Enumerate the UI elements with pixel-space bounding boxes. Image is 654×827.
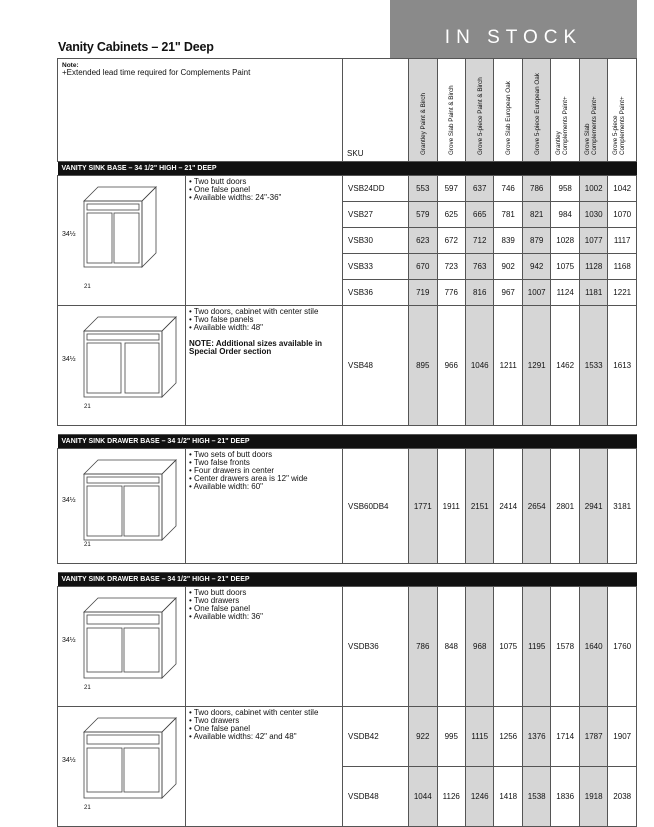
price-cell: 879 xyxy=(522,228,550,254)
price-cell: 2038 xyxy=(608,767,637,827)
price-cell: 1918 xyxy=(579,767,607,827)
price-cell: 712 xyxy=(465,228,493,254)
price-cell: 1007 xyxy=(522,280,550,306)
price-cell: 967 xyxy=(494,280,522,306)
price-cell: 1418 xyxy=(494,767,522,827)
column-header-line1: Grove 5-piece European Oak xyxy=(533,73,541,155)
column-header-line1: Grove 5-piece Paint & Birch xyxy=(476,77,484,155)
price-cell: 839 xyxy=(494,228,522,254)
price-cell: 1613 xyxy=(608,306,637,426)
price-cell: 1578 xyxy=(551,587,579,707)
feature-item: • Two butt doors xyxy=(189,589,339,597)
price-cell: 1836 xyxy=(551,767,579,827)
feature-item: • Two false panels xyxy=(189,316,339,324)
price-cell: 1376 xyxy=(522,707,550,767)
price-cell: 786 xyxy=(522,176,550,202)
price-cell: 1291 xyxy=(522,306,550,426)
column-header-7 xyxy=(608,59,637,162)
price-cell: 995 xyxy=(437,707,465,767)
sku-cell: VSB36 xyxy=(343,280,409,306)
cabinet-illustration-icon xyxy=(62,309,182,423)
price-cell: 786 xyxy=(409,587,437,707)
spacer-cell xyxy=(58,426,637,435)
illustration-cell xyxy=(58,306,186,426)
price-cell: 672 xyxy=(437,228,465,254)
feature-list xyxy=(189,709,339,741)
note-text: +Extended lead time required for Complements Paint xyxy=(62,68,251,77)
feature-item: • Available width: 60" xyxy=(189,483,339,491)
header-row xyxy=(58,59,637,162)
column-header-2 xyxy=(465,59,493,162)
section-title: VANITY SINK BASE – 34 1/2" HIGH – 21" DEEP xyxy=(58,162,637,176)
column-header-line1: Grantley xyxy=(555,131,563,155)
price-cell: 984 xyxy=(551,202,579,228)
price-cell: 1533 xyxy=(579,306,607,426)
feature-list xyxy=(189,451,339,491)
sku-cell: VSDB42 xyxy=(343,707,409,767)
feature-item: • Center drawers area is 12" wide xyxy=(189,475,339,483)
price-cell: 902 xyxy=(494,254,522,280)
sku-cell: VSB48 xyxy=(343,306,409,426)
section-title: VANITY SINK DRAWER BASE – 34 1/2" HIGH – 21" DEEP xyxy=(58,435,637,449)
sku-column-header: SKU xyxy=(343,59,409,162)
price-cell: 1042 xyxy=(608,176,637,202)
price-cell: 1117 xyxy=(608,228,637,254)
price-cell: 821 xyxy=(522,202,550,228)
feature-item: • Two doors, cabinet with center stile xyxy=(189,308,339,316)
price-cell: 1124 xyxy=(551,280,579,306)
feature-item: • Two doors, cabinet with center stile xyxy=(189,709,339,717)
section-title: VANITY SINK DRAWER BASE – 34 1/2" HIGH – 21" DEEP xyxy=(58,573,637,587)
price-cell: 597 xyxy=(437,176,465,202)
price-cell: 1462 xyxy=(551,306,579,426)
price-cell: 1256 xyxy=(494,707,522,767)
price-cell: 579 xyxy=(409,202,437,228)
feature-item: • One false panel xyxy=(189,186,339,194)
height-dimension: 34½ xyxy=(62,757,76,765)
column-header-line1: Grove 5-piece xyxy=(612,115,620,155)
in-stock-banner: IN STOCK xyxy=(390,0,637,58)
price-cell: 1002 xyxy=(579,176,607,202)
price-cell: 1044 xyxy=(409,767,437,827)
column-header-6 xyxy=(579,59,607,162)
column-header-4 xyxy=(522,59,550,162)
section-spacer xyxy=(58,426,637,435)
column-header-3 xyxy=(494,59,522,162)
price-cell: 1771 xyxy=(409,449,437,564)
price-cell: 746 xyxy=(494,176,522,202)
price-cell: 665 xyxy=(465,202,493,228)
height-dimension: 34½ xyxy=(62,230,76,238)
price-cell: 1126 xyxy=(437,767,465,827)
price-cell: 942 xyxy=(522,254,550,280)
depth-dimension: 21 xyxy=(84,404,91,410)
price-cell: 968 xyxy=(465,587,493,707)
illustration-cell xyxy=(58,587,186,707)
price-cell: 2414 xyxy=(494,449,522,564)
feature-item: • Available widths: 42" and 48" xyxy=(189,733,339,741)
description-cell xyxy=(186,707,343,827)
height-dimension: 34½ xyxy=(62,637,76,645)
feature-list xyxy=(189,589,339,621)
column-header-0 xyxy=(409,59,437,162)
sku-cell: VSB30 xyxy=(343,228,409,254)
table-row xyxy=(58,176,637,202)
column-header-line1: Grove Slab European Oak xyxy=(505,81,513,155)
description-cell xyxy=(186,449,343,564)
feature-item: • Available widths: 24"-36" xyxy=(189,194,339,202)
price-cell: 2941 xyxy=(579,449,607,564)
table-row xyxy=(58,587,637,707)
feature-item: • Four drawers in center xyxy=(189,467,339,475)
illustration-cell xyxy=(58,449,186,564)
price-cell: 1221 xyxy=(608,280,637,306)
sku-cell: VSB24DD xyxy=(343,176,409,202)
description-cell xyxy=(186,306,343,426)
price-cell: 2654 xyxy=(522,449,550,564)
price-cell: 1128 xyxy=(579,254,607,280)
column-header-1 xyxy=(437,59,465,162)
price-cell: 1181 xyxy=(579,280,607,306)
price-cell: 895 xyxy=(409,306,437,426)
feature-item: • Two false fronts xyxy=(189,459,339,467)
price-cell: 1714 xyxy=(551,707,579,767)
cabinet-illustration-icon xyxy=(62,710,182,824)
price-cell: 553 xyxy=(409,176,437,202)
cabinet-illustration-icon xyxy=(62,590,182,704)
price-cell: 1070 xyxy=(608,202,637,228)
column-header-line1: Grove Slab xyxy=(583,123,591,155)
price-cell: 781 xyxy=(494,202,522,228)
price-cell: 723 xyxy=(437,254,465,280)
price-cell: 1640 xyxy=(579,587,607,707)
section-spacer xyxy=(58,564,637,573)
price-cell: 625 xyxy=(437,202,465,228)
table-row xyxy=(58,707,637,767)
price-cell: 1075 xyxy=(551,254,579,280)
price-cell: 1211 xyxy=(494,306,522,426)
price-cell: 637 xyxy=(465,176,493,202)
feature-item: • Two butt doors xyxy=(189,178,339,186)
cabinet-illustration-icon xyxy=(62,179,182,303)
price-cell: 1046 xyxy=(465,306,493,426)
column-header-line1: Grantley Paint & Birch xyxy=(419,93,427,155)
height-dimension: 34½ xyxy=(62,497,76,505)
page-title: Vanity Cabinets – 21" Deep xyxy=(58,40,214,54)
depth-dimension: 21 xyxy=(84,284,91,290)
price-table xyxy=(57,58,637,827)
feature-item: • Two drawers xyxy=(189,597,339,605)
feature-list xyxy=(189,308,339,332)
column-header-line1: Grove Slab Paint & Birch xyxy=(448,85,456,155)
sku-cell: VSB60DB4 xyxy=(343,449,409,564)
column-header-line2: Complements Paint+ xyxy=(619,96,627,155)
sku-cell: VSB33 xyxy=(343,254,409,280)
feature-item: • Available width: 36" xyxy=(189,613,339,621)
note-label: Note: xyxy=(62,62,79,69)
depth-dimension: 21 xyxy=(84,542,91,548)
price-cell: 1168 xyxy=(608,254,637,280)
price-cell: 2151 xyxy=(465,449,493,564)
description-cell xyxy=(186,176,343,306)
price-cell: 1195 xyxy=(522,587,550,707)
price-cell: 3181 xyxy=(608,449,637,564)
section-header xyxy=(58,435,637,449)
note-cell xyxy=(58,59,343,162)
price-cell: 1760 xyxy=(608,587,637,707)
cabinet-illustration-icon xyxy=(62,452,182,561)
feature-item: • Two drawers xyxy=(189,717,339,725)
price-cell: 1538 xyxy=(522,767,550,827)
height-dimension: 34½ xyxy=(62,356,76,364)
feature-list xyxy=(189,178,339,202)
price-cell: 1115 xyxy=(465,707,493,767)
spacer-cell xyxy=(58,564,637,573)
price-cell: 1077 xyxy=(579,228,607,254)
sku-cell: VSDB48 xyxy=(343,767,409,827)
feature-item: • One false panel xyxy=(189,605,339,613)
price-cell: 1030 xyxy=(579,202,607,228)
price-cell: 958 xyxy=(551,176,579,202)
section-header xyxy=(58,162,637,176)
price-cell: 816 xyxy=(465,280,493,306)
price-cell: 1787 xyxy=(579,707,607,767)
price-cell: 848 xyxy=(437,587,465,707)
price-cell: 1911 xyxy=(437,449,465,564)
price-cell: 1246 xyxy=(465,767,493,827)
illustration-cell xyxy=(58,707,186,827)
column-header-5 xyxy=(551,59,579,162)
description-cell xyxy=(186,587,343,707)
depth-dimension: 21 xyxy=(84,805,91,811)
price-cell: 2801 xyxy=(551,449,579,564)
price-cell: 776 xyxy=(437,280,465,306)
price-cell: 966 xyxy=(437,306,465,426)
feature-item: • One false panel xyxy=(189,725,339,733)
price-cell: 1075 xyxy=(494,587,522,707)
price-cell: 623 xyxy=(409,228,437,254)
table-row xyxy=(58,306,637,426)
illustration-cell xyxy=(58,176,186,306)
price-cell: 763 xyxy=(465,254,493,280)
price-cell: 719 xyxy=(409,280,437,306)
special-order-note: NOTE: Additional sizes available in Special Order section xyxy=(189,339,323,356)
column-header-line2: Complements Paint+ xyxy=(590,96,598,155)
depth-dimension: 21 xyxy=(84,685,91,691)
price-cell: 1028 xyxy=(551,228,579,254)
sku-cell: VSDB36 xyxy=(343,587,409,707)
table-row xyxy=(58,449,637,564)
column-header-line2: Complements Paint+ xyxy=(562,96,570,155)
feature-item: • Available width: 48" xyxy=(189,324,339,332)
price-cell: 922 xyxy=(409,707,437,767)
sku-cell: VSB27 xyxy=(343,202,409,228)
price-cell: 1907 xyxy=(608,707,637,767)
price-cell: 670 xyxy=(409,254,437,280)
section-header xyxy=(58,573,637,587)
feature-item: • Two sets of butt doors xyxy=(189,451,339,459)
